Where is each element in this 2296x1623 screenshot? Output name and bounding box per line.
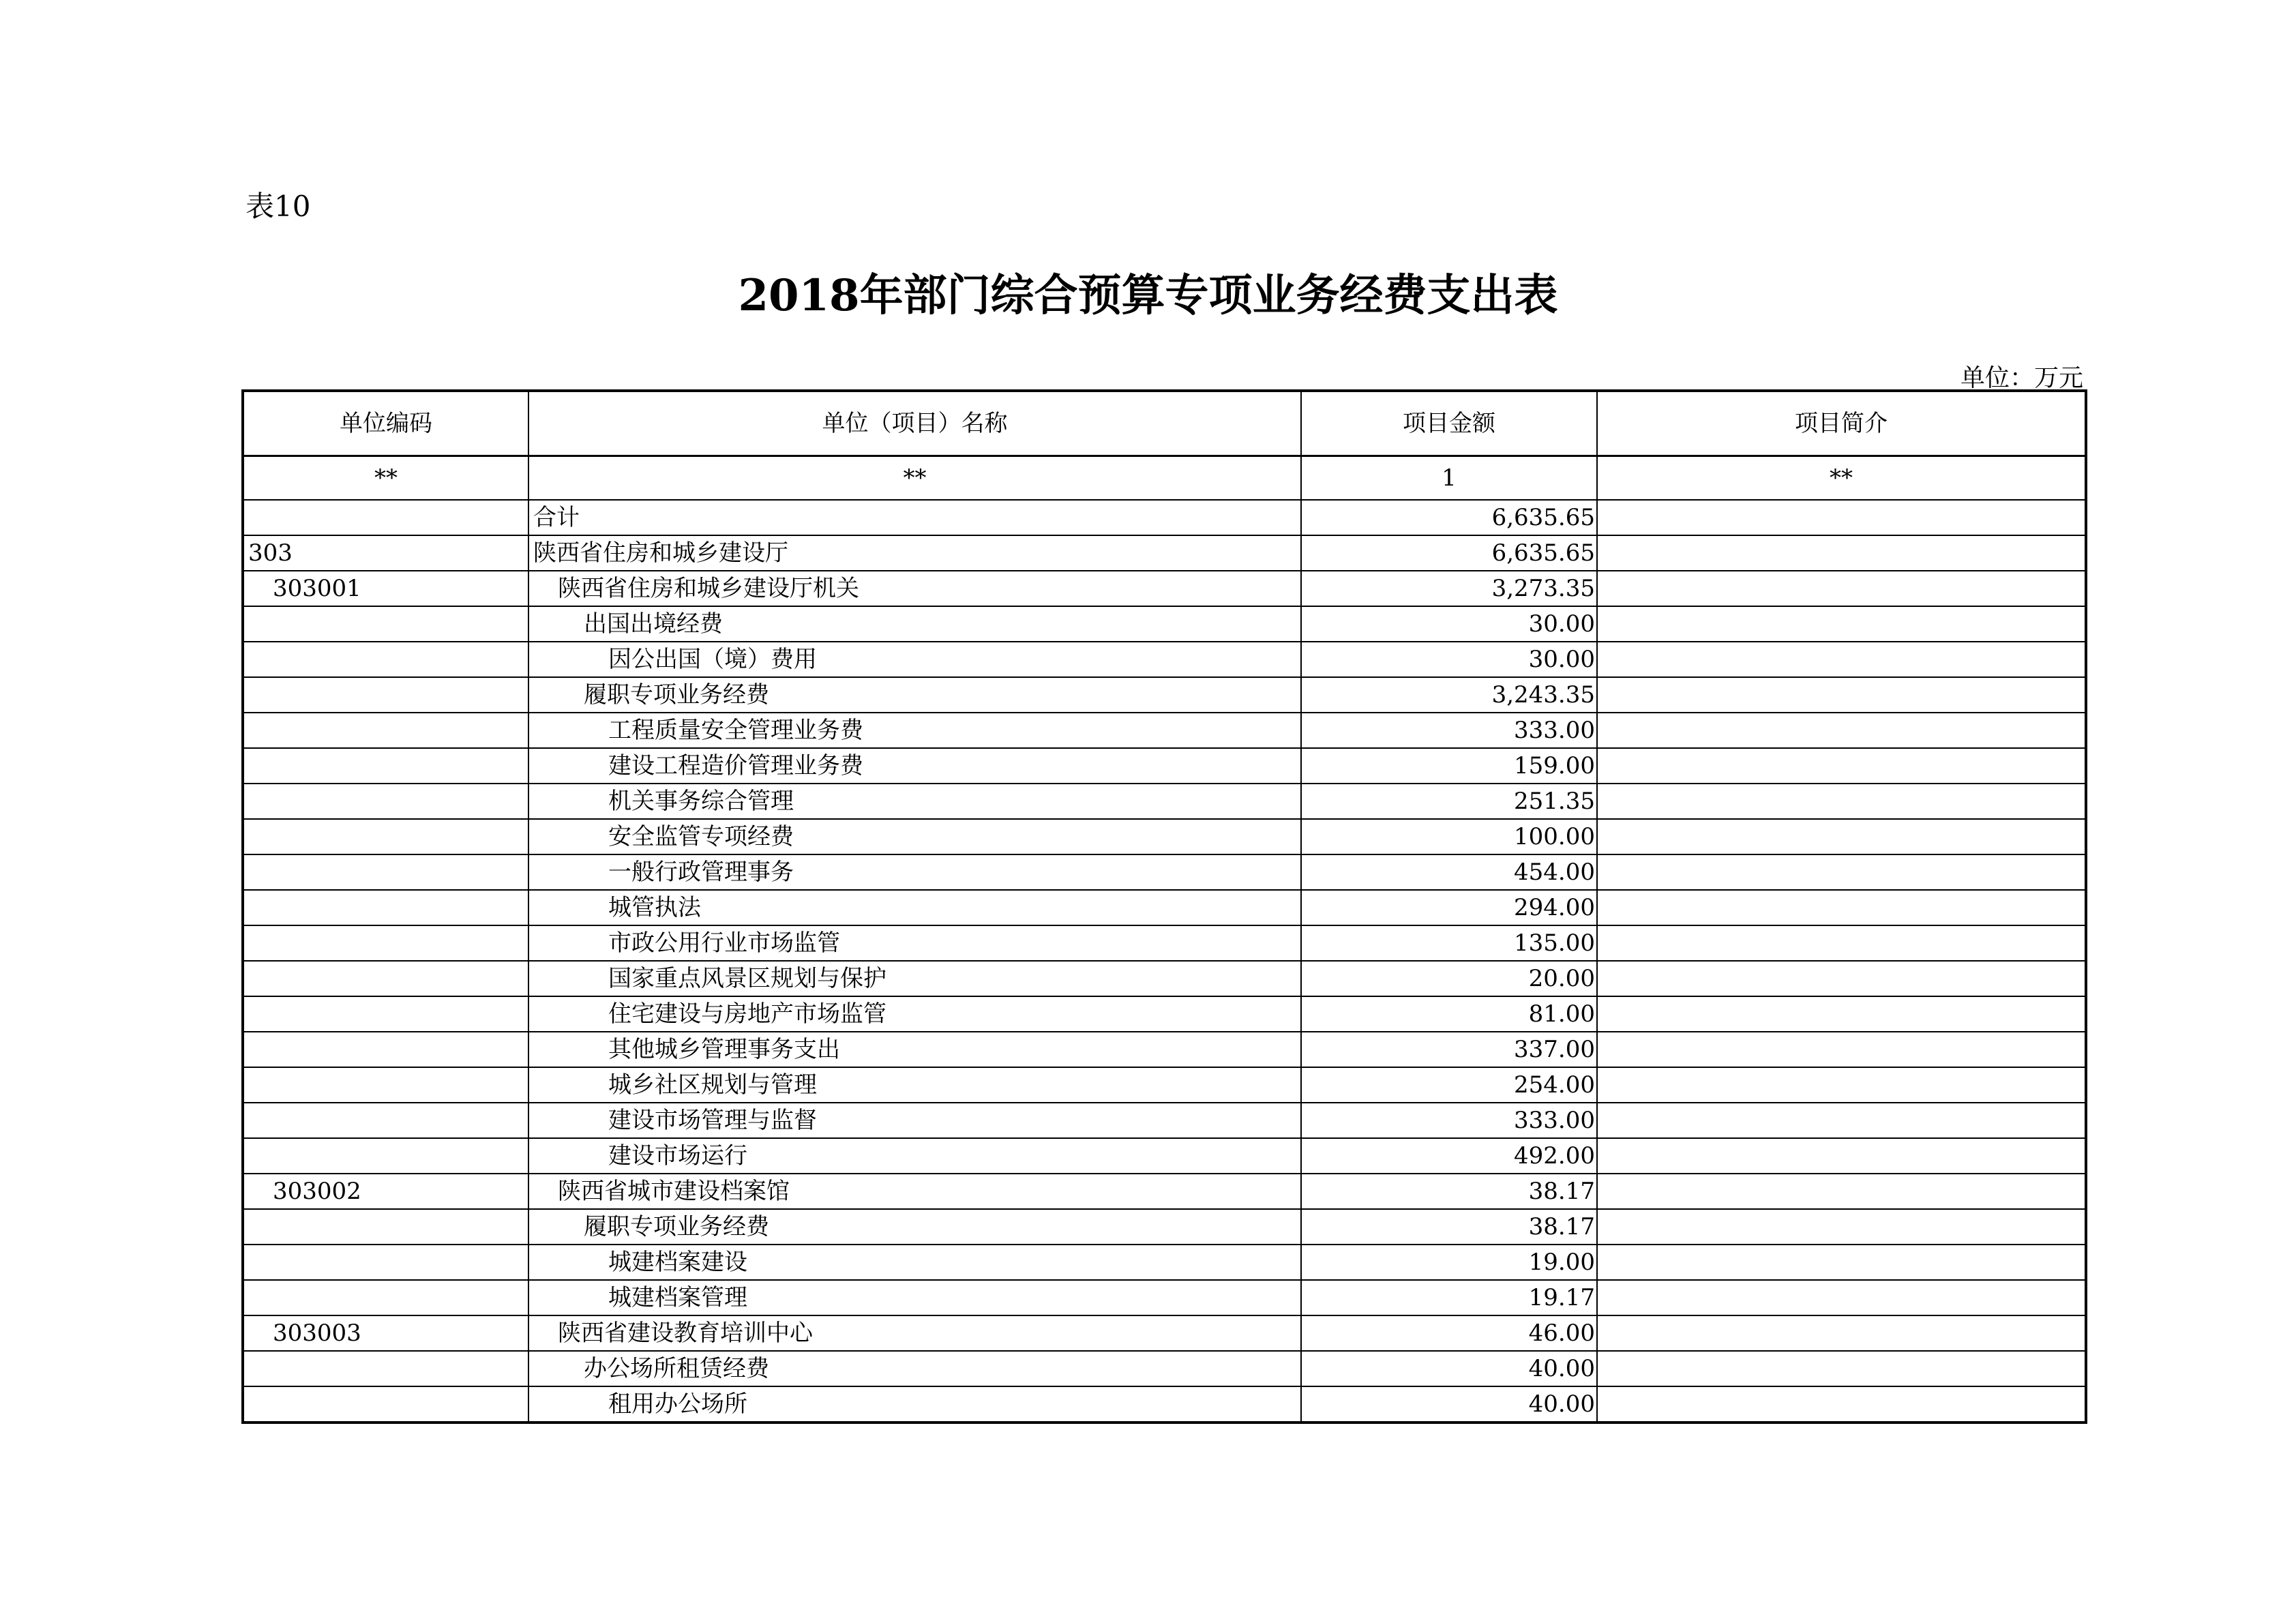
table-row	[243, 500, 2086, 535]
unit-code-cell	[243, 784, 528, 819]
amount-cell: 38.17	[1301, 1209, 1597, 1245]
unit-code-cell	[243, 854, 528, 890]
unit-code-cell: 303003	[243, 1315, 528, 1351]
description-cell	[1597, 890, 2086, 925]
description-cell	[1597, 606, 2086, 642]
amount-cell: 20.00	[1301, 961, 1597, 996]
description-cell	[1597, 500, 2086, 535]
unit-code-cell	[243, 642, 528, 677]
amount-cell: 38.17	[1301, 1174, 1597, 1209]
description-cell	[1597, 854, 2086, 890]
amount-cell: 3,273.35	[1301, 571, 1597, 606]
item-name-cell: 建设工程造价管理业务费	[528, 748, 1301, 784]
table-row	[243, 1386, 2086, 1423]
item-name-cell: 履职专项业务经费	[528, 677, 1301, 713]
budget-table	[241, 389, 2087, 1424]
unit-note: 单位：万元	[1960, 364, 2083, 392]
item-name-cell: 陕西省住房和城乡建设厅机关	[528, 571, 1301, 606]
unit-code-cell	[243, 713, 528, 748]
description-cell	[1597, 677, 2086, 713]
description-cell	[1597, 1386, 2086, 1423]
amount-cell: 40.00	[1301, 1386, 1597, 1423]
table-row	[243, 1138, 2086, 1174]
amount-cell: 3,243.35	[1301, 677, 1597, 713]
table-row	[243, 996, 2086, 1032]
table-row	[243, 925, 2086, 961]
document-title: 2018年部门综合预算专项业务经费支出表	[738, 270, 1558, 321]
item-name-cell: 陕西省城市建设档案馆	[528, 1174, 1301, 1209]
item-name-cell: 出国出境经费	[528, 606, 1301, 642]
unit-code-cell	[243, 961, 528, 996]
description-cell	[1597, 1032, 2086, 1067]
item-name-cell: 机关事务综合管理	[528, 784, 1301, 819]
marker-name: **	[528, 456, 1301, 501]
description-cell	[1597, 535, 2086, 571]
description-cell	[1597, 784, 2086, 819]
item-name-cell: 陕西省住房和城乡建设厅	[528, 535, 1301, 571]
table-row	[243, 961, 2086, 996]
description-cell	[1597, 996, 2086, 1032]
item-name-cell: 安全监管专项经费	[528, 819, 1301, 854]
marker-code: **	[243, 456, 528, 501]
description-cell	[1597, 1280, 2086, 1315]
amount-cell: 294.00	[1301, 890, 1597, 925]
amount-cell: 337.00	[1301, 1032, 1597, 1067]
unit-code-cell	[243, 1138, 528, 1174]
item-name-cell: 陕西省建设教育培训中心	[528, 1315, 1301, 1351]
description-cell	[1597, 1351, 2086, 1386]
unit-code-cell	[243, 1280, 528, 1315]
description-cell	[1597, 642, 2086, 677]
table-row	[243, 748, 2086, 784]
description-cell	[1597, 713, 2086, 748]
unit-code-cell: 303001	[243, 571, 528, 606]
item-name-cell: 城管执法	[528, 890, 1301, 925]
description-cell	[1597, 1138, 2086, 1174]
amount-cell: 454.00	[1301, 854, 1597, 890]
table-row	[243, 1174, 2086, 1209]
description-cell	[1597, 1315, 2086, 1351]
item-name-cell: 住宅建设与房地产市场监管	[528, 996, 1301, 1032]
description-cell	[1597, 748, 2086, 784]
amount-cell: 333.00	[1301, 713, 1597, 748]
description-cell	[1597, 961, 2086, 996]
description-cell	[1597, 1209, 2086, 1245]
item-name-cell: 合计	[528, 500, 1301, 535]
amount-cell: 6,635.65	[1301, 535, 1597, 571]
item-name-cell: 国家重点风景区规划与保护	[528, 961, 1301, 996]
description-cell	[1597, 1174, 2086, 1209]
table-row	[243, 1032, 2086, 1067]
item-name-cell: 城建档案管理	[528, 1280, 1301, 1315]
header-code: 单位编码	[243, 391, 528, 456]
unit-code-cell	[243, 500, 528, 535]
amount-cell: 159.00	[1301, 748, 1597, 784]
amount-cell: 251.35	[1301, 784, 1597, 819]
unit-code-cell	[243, 1386, 528, 1423]
amount-cell: 40.00	[1301, 1351, 1597, 1386]
item-name-cell: 办公场所租赁经费	[528, 1351, 1301, 1386]
item-name-cell: 城乡社区规划与管理	[528, 1067, 1301, 1103]
unit-code-cell	[243, 606, 528, 642]
item-name-cell: 租用办公场所	[528, 1386, 1301, 1423]
table-row	[243, 784, 2086, 819]
amount-cell: 81.00	[1301, 996, 1597, 1032]
header-name: 单位（项目）名称	[528, 391, 1301, 456]
table-row	[243, 854, 2086, 890]
description-cell	[1597, 1245, 2086, 1280]
table-row	[243, 713, 2086, 748]
unit-code-cell: 303002	[243, 1174, 528, 1209]
unit-code-cell	[243, 925, 528, 961]
amount-cell: 254.00	[1301, 1067, 1597, 1103]
table-number-label: 表10	[245, 190, 311, 223]
amount-cell: 135.00	[1301, 925, 1597, 961]
unit-code-cell	[243, 890, 528, 925]
description-cell	[1597, 1067, 2086, 1103]
description-cell	[1597, 925, 2086, 961]
amount-cell: 333.00	[1301, 1103, 1597, 1138]
marker-amount: 1	[1301, 456, 1597, 501]
marker-row	[243, 456, 2086, 501]
table-row	[243, 890, 2086, 925]
item-name-cell: 其他城乡管理事务支出	[528, 1032, 1301, 1067]
item-name-cell: 履职专项业务经费	[528, 1209, 1301, 1245]
unit-code-cell	[243, 1032, 528, 1067]
table-row	[243, 1067, 2086, 1103]
table-row	[243, 535, 2086, 571]
unit-code-cell	[243, 1351, 528, 1386]
unit-code-cell	[243, 677, 528, 713]
table-row	[243, 1245, 2086, 1280]
header-amount: 项目金额	[1301, 391, 1597, 456]
table-row	[243, 1351, 2086, 1386]
item-name-cell: 一般行政管理事务	[528, 854, 1301, 890]
marker-description: **	[1597, 456, 2086, 501]
description-cell	[1597, 1103, 2086, 1138]
amount-cell: 46.00	[1301, 1315, 1597, 1351]
unit-code-cell	[243, 819, 528, 854]
unit-code-cell	[243, 1245, 528, 1280]
header-row	[243, 391, 2086, 456]
item-name-cell: 城建档案建设	[528, 1245, 1301, 1280]
amount-cell: 19.00	[1301, 1245, 1597, 1280]
table-row	[243, 571, 2086, 606]
header-description: 项目简介	[1597, 391, 2086, 456]
description-cell	[1597, 819, 2086, 854]
amount-cell: 30.00	[1301, 606, 1597, 642]
table-row	[243, 1315, 2086, 1351]
amount-cell: 100.00	[1301, 819, 1597, 854]
item-name-cell: 建设市场管理与监督	[528, 1103, 1301, 1138]
unit-code-cell	[243, 1103, 528, 1138]
item-name-cell: 工程质量安全管理业务费	[528, 713, 1301, 748]
table-row	[243, 606, 2086, 642]
table-row	[243, 1280, 2086, 1315]
description-cell	[1597, 571, 2086, 606]
unit-code-cell	[243, 996, 528, 1032]
unit-code-cell	[243, 748, 528, 784]
amount-cell: 30.00	[1301, 642, 1597, 677]
table-row	[243, 642, 2086, 677]
table-row	[243, 1209, 2086, 1245]
amount-cell: 492.00	[1301, 1138, 1597, 1174]
item-name-cell: 建设市场运行	[528, 1138, 1301, 1174]
table-row	[243, 1103, 2086, 1138]
amount-cell: 19.17	[1301, 1280, 1597, 1315]
amount-cell: 6,635.65	[1301, 500, 1597, 535]
table-row	[243, 819, 2086, 854]
item-name-cell: 因公出国（境）费用	[528, 642, 1301, 677]
table-row	[243, 677, 2086, 713]
item-name-cell: 市政公用行业市场监管	[528, 925, 1301, 961]
unit-code-cell	[243, 1209, 528, 1245]
unit-code-cell	[243, 1067, 528, 1103]
unit-code-cell: 303	[243, 535, 528, 571]
